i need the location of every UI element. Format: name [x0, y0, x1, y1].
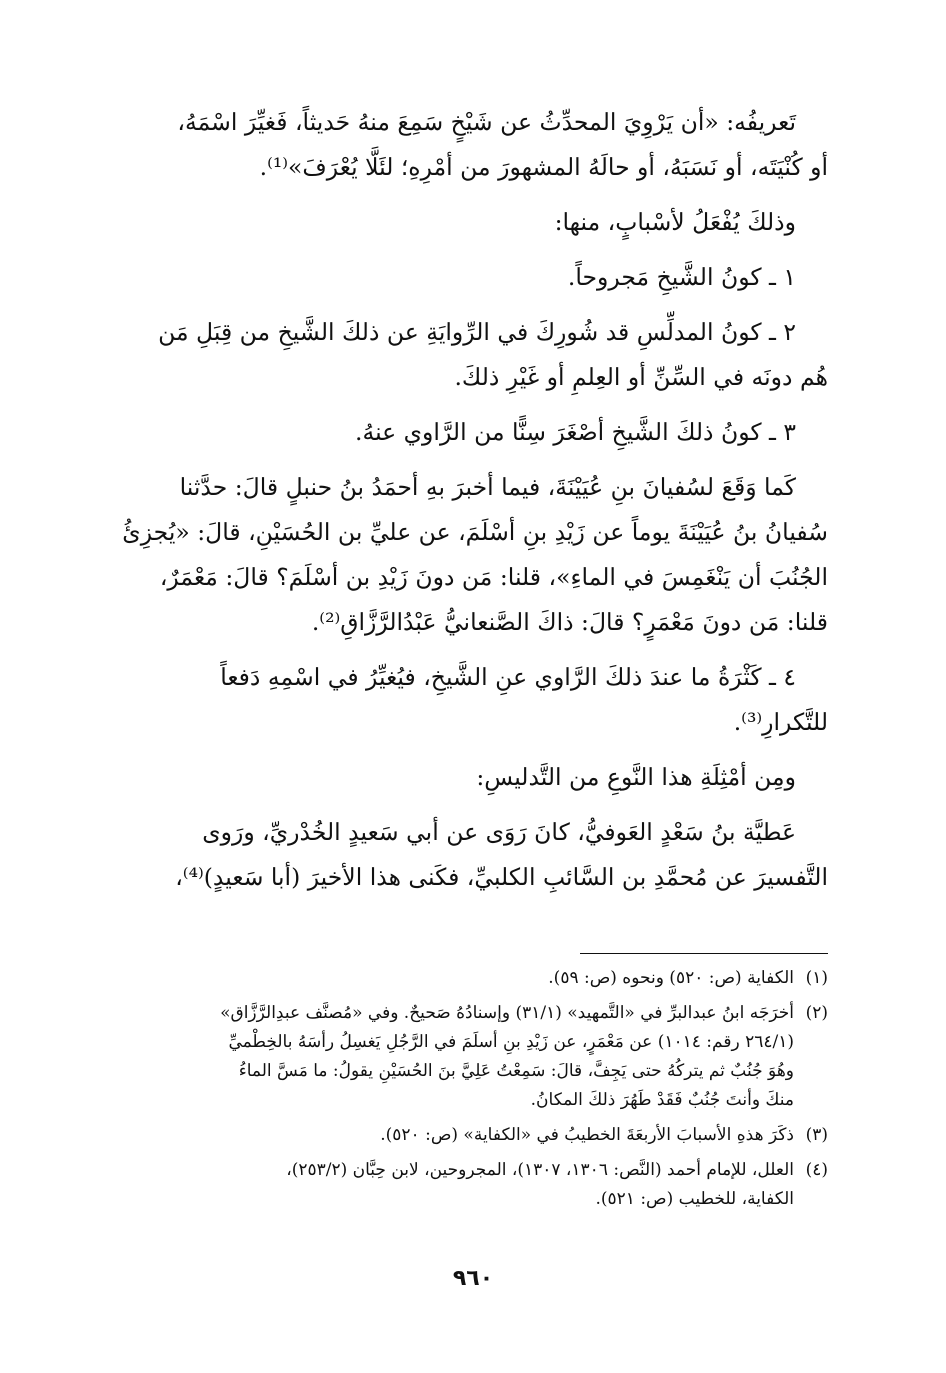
footnote-line: (٢٦٤/١ رقم: ١٠١٤) عن مَعْمَرٍ، عن زَيْدِ بنِ أسلَمَ في الرَّجُلِ يَغسِلُ رأسَهُ بالخِطْميِّ [228, 1032, 794, 1052]
page-number: ٩٦٠ [452, 1266, 494, 1291]
text-line: الجُنُبَ أن يَنْغَمِسَ في الماءِ»، قلنا: مَن دونَ زَيْدِ بن أسْلَمَ؟ قالَ: مَعْمَرٌ، [159, 563, 828, 591]
footnote-2 [118, 999, 828, 1115]
footnote-line: ذكَرَ هذهِ الأسبابَ الأربعَةَ الخطيبُ في «الكفاية» (ص: ٥٢٠). [380, 1125, 794, 1145]
footnote-1 [118, 964, 828, 993]
text-line: وذلكَ يُفْعَلُ لأسْبابٍ، منها: [554, 208, 796, 236]
text-line: التَّفسيرَ عن مُحمَّدِ بن السَّائبِ الكلبيِّ، فكَنى هذا الأخيرَ (أبا سَعيدٍ)⁽⁴⁾، [175, 863, 828, 891]
footnote-number: (١) [805, 968, 828, 988]
footnote-separator [580, 953, 828, 954]
footnote-number: (٤) [805, 1160, 828, 1180]
paragraph-reason-1 [118, 255, 828, 300]
footnote-line: الكفاية، للخطيب (ص: ٥٢١). [595, 1189, 794, 1209]
text-line: سُفيانُ بنُ عُيَيْنَةَ يوماً عن زَيْدِ بنِ أسْلَمَ، عن عليِّ بن الحُسَيْنِ، قالَ: «يُجزِئُ [122, 518, 828, 546]
text-line: كَما وَقَعَ لسُفيانَ بنِ عُيَيْنَةَ، فيما أخبرَ بهِ أحمَدُ بنُ حنبلٍ قالَ: حدَّثنا [179, 473, 796, 501]
paragraph-examples-intro [118, 755, 828, 800]
footnotes [118, 964, 828, 1220]
text-line: ٤ ـ كَثْرَةُ ما عندَ ذلكَ الرَّاوي عنِ الشَّيخِ، فيُغيِّرُ في اسْمِهِ دَفعاً [220, 663, 796, 691]
paragraph-reason-3 [118, 410, 828, 455]
text-line: تَعريفُه: «أن يَرْوِيَ المحدِّثُ عن شَيْخٍ سَمِعَ منهُ حَديثاً، فَغيِّرَ اسْمَهُ، [177, 108, 796, 136]
footnote-line: الكفاية (ص: ٥٢٠) ونحوه (ص: ٥٩). [548, 968, 794, 988]
footnote-number: (٢) [805, 1003, 828, 1023]
text-line: عَطيَّة بنُ سَعْدٍ العَوفيُّ، كانَ رَوَى عن أبي سَعيدٍ الخُدْريِّ، ورَوى [202, 818, 796, 846]
footnote-line: أخرَجَه ابنُ عبدالبرِّ في «التَّمهيد» (٣١/١) وإسنادُهُ صَحيحٌ. وفي «مُصنَّف عبدِالرَّزَّاق» [220, 1003, 794, 1023]
main-text [118, 100, 828, 900]
paragraph-definition [118, 100, 828, 190]
text-line: أو كُنْيَتَه، أو نَسَبَهُ، أو حالَهُ المشهورَ من أمْرِهِ؛ لئَلَّا يُعْرَفَ»⁽¹⁾. [259, 153, 828, 181]
text-line: قلنا: مَن دونَ مَعْمَرٍ؟ قالَ: ذاكَ الصَّنعانيُّ عَبْدُالرَّزَّاقِ⁽²⁾. [311, 608, 828, 636]
text-line: ومِن أمْثِلَةِ هذا النَّوعِ من التَّدليسِ: [476, 763, 796, 791]
text-line: للتَّكرارِ⁽³⁾. [733, 708, 828, 736]
paragraph-example-atiyya [118, 810, 828, 900]
footnote-line: منكَ وأنتَ جُنُبٌ فَقَدْ طَهُرَ ذلكَ المكانُ. [530, 1090, 794, 1110]
paragraph-example-sufyan [118, 465, 828, 645]
footnote-3 [118, 1121, 828, 1150]
footnote-4 [118, 1156, 828, 1214]
footnote-line: العلل، للإمام أحمد (النَّص: ١٣٠٦، ١٣٠٧)، المجروحين، لابن حِبَّان (٢٥٣/٢)، [286, 1160, 794, 1180]
footnote-number: (٣) [805, 1125, 828, 1145]
paragraph-reasons-intro [118, 200, 828, 245]
text-line: ٢ ـ كونُ المدلِّسِ قد شُورِكَ في الرِّوايَةِ عن ذلكَ الشَّيخِ من قِبَلِ مَن [158, 318, 796, 346]
paragraph-reason-4 [118, 655, 828, 745]
paragraph-reason-2 [118, 310, 828, 400]
footnote-line: وهُوَ جُنُبٌ ثم يتركُهُ حتى يَجِفَّ، قالَ: سَمِعْتُ عَلِيَّ بنَ الحُسَيْنِ يقولُ: ما مَسَّ الماءُ [238, 1061, 794, 1081]
text-line: ١ ـ كونُ الشَّيخِ مَجروحاً. [567, 263, 796, 291]
text-line: هُم دونَه في السِّنِّ أو العِلمِ أو غَيْرِ ذلكَ. [454, 363, 828, 391]
text-line: ٣ ـ كونُ ذلكَ الشَّيخِ أصْغَرَ سِنًّا من الرَّاوي عنهُ. [355, 418, 796, 446]
